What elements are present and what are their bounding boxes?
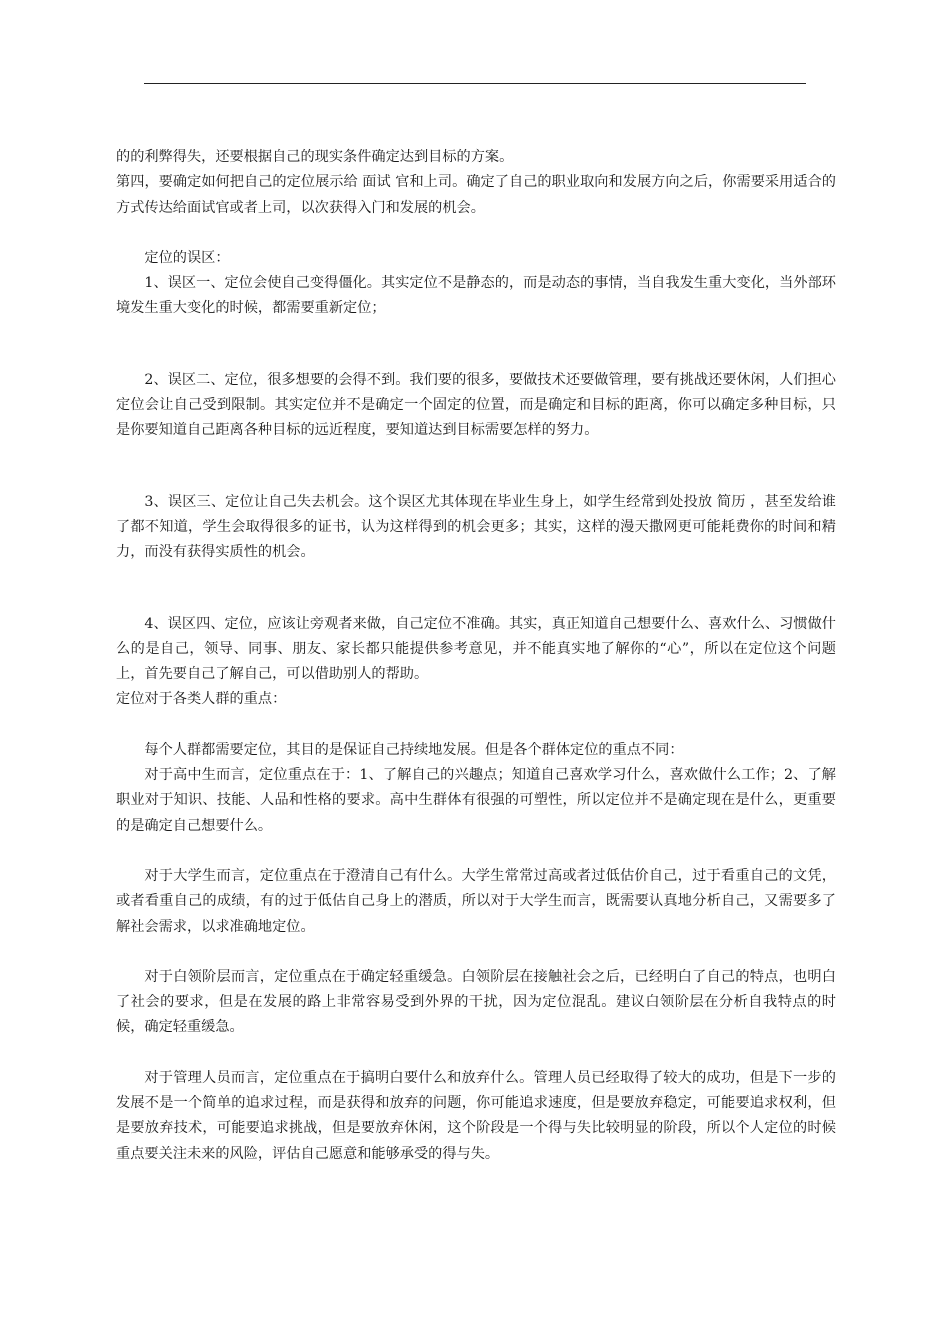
paragraph: 对于高中生而言，定位重点在于：1、了解自己的兴趣点；知道自己喜欢学习什么，喜欢做什么工作；2、了解职业对于知识、技能、人品和性格的要求。高中生群体有很强的可塑性，所以定位并不是确定现在是什么，更重要的是确定自己想要什么。 (116, 767, 836, 834)
paragraph-spacer (116, 713, 836, 738)
paragraph-spacer (116, 322, 836, 368)
paragraph: 每个人群都需要定位，其目的是保证自己持续地发展。但是各个群体定位的重点不同： (144, 741, 684, 758)
header-rule (144, 83, 806, 84)
section-heading: 定位的误区： (144, 249, 230, 266)
paragraph-spacer (116, 221, 836, 246)
paragraph: 2、误区二、定位，很多想要的会得不到。我们要的很多，要做技术还要做管理，要有挑战还要休闲，人们担心定位会让自己受到限制。其实定位并不是确定一个固定的位置，而是确定和目标的距离，你可以确定多种目标，只是你要知道自己距离各种目标的远近程度，要知道达到目标需要怎样的努力。 (116, 371, 836, 439)
paragraph: 对于白领阶层而言，定位重点在于确定轻重缓急。白领阶层在接触社会之后，已经明白了自己的特点，也明白了社会的要求，但是在发展的路上非常容易受到外界的干扰，因为定位混乱。建议白领阶层在分析自我特点的时候，确定轻重缓急。 (116, 968, 836, 1036)
paragraph-spacer (116, 1041, 836, 1066)
paragraph: 第四，要确定如何把自己的定位展示给 面试 官和上司。确定了自己的职业取向和发展方向之后，你需要采用适合的方式传达给面试官或者上司，以次获得入门和发展的机会。 (116, 174, 836, 216)
paragraph-spacer (116, 839, 836, 864)
section-heading: 定位对于各类人群的重点： (116, 691, 287, 708)
paragraph: 1、误区一、定位会使自己变得僵化。其实定位不是静态的，而是动态的事情，当自我发生重大变化，当外部环境发生重大变化的时候，都需要重新定位； (116, 275, 836, 317)
paragraph-spacer (116, 566, 836, 612)
paragraph-spacer (116, 940, 836, 965)
paragraph: 对于大学生而言，定位重点在于澄清自己有什么。大学生常常过高或者过低估价自己，过于看重自己的文凭，或者看重自己的成绩，有的过于低估自己身上的潜质，所以对于大学生而言，既需要认真地分析自己，又需要多了解社会需求，以求准确地定位。 (116, 867, 836, 935)
paragraph-spacer (116, 444, 836, 490)
paragraph: 对于管理人员而言，定位重点在于搞明白要什么和放弃什么。管理人员已经取得了较大的成功，但是下一步的发展不是一个简单的追求过程，而是获得和放弃的问题，你可能追求速度，但是要放弃稳定，可能要追求权利，但是要放弃技术，可能要追求挑战，但是要放弃休闲，这个阶段是一个得与失比较明显的阶段，所以个人定位的时候重点要关注未来的风险，评估自己愿意和能够承受的得与失。 (116, 1069, 836, 1162)
paragraph: 的的利弊得失，还要根据自己的现实条件确定达到目标的方案。 (116, 149, 514, 165)
paragraph: 4、误区四、定位，应该让旁观者来做，自己定位不准确。其实，真正知道自己想要什么、喜欢什么、习惯做什么的是自己，领导、同事、朋友、家长都只能提供参考意见，并不能真实地了解你的“心”，所以在定位这个问题上，首先要自己了解自己，可以借助别人的帮助。 (116, 615, 836, 683)
paragraph: 3、误区三、定位让自己失去机会。这个误区尤其体现在毕业生身上，如学生经常到处投放 简历 ，甚至发给谁了都不知道，学生会取得很多的证书，认为这样得到的机会更多；其实，这样的漫天撒网更可能耗费你的时间和精力，而没有获得实质性的机会。 (116, 493, 836, 561)
document-body (116, 145, 836, 1167)
